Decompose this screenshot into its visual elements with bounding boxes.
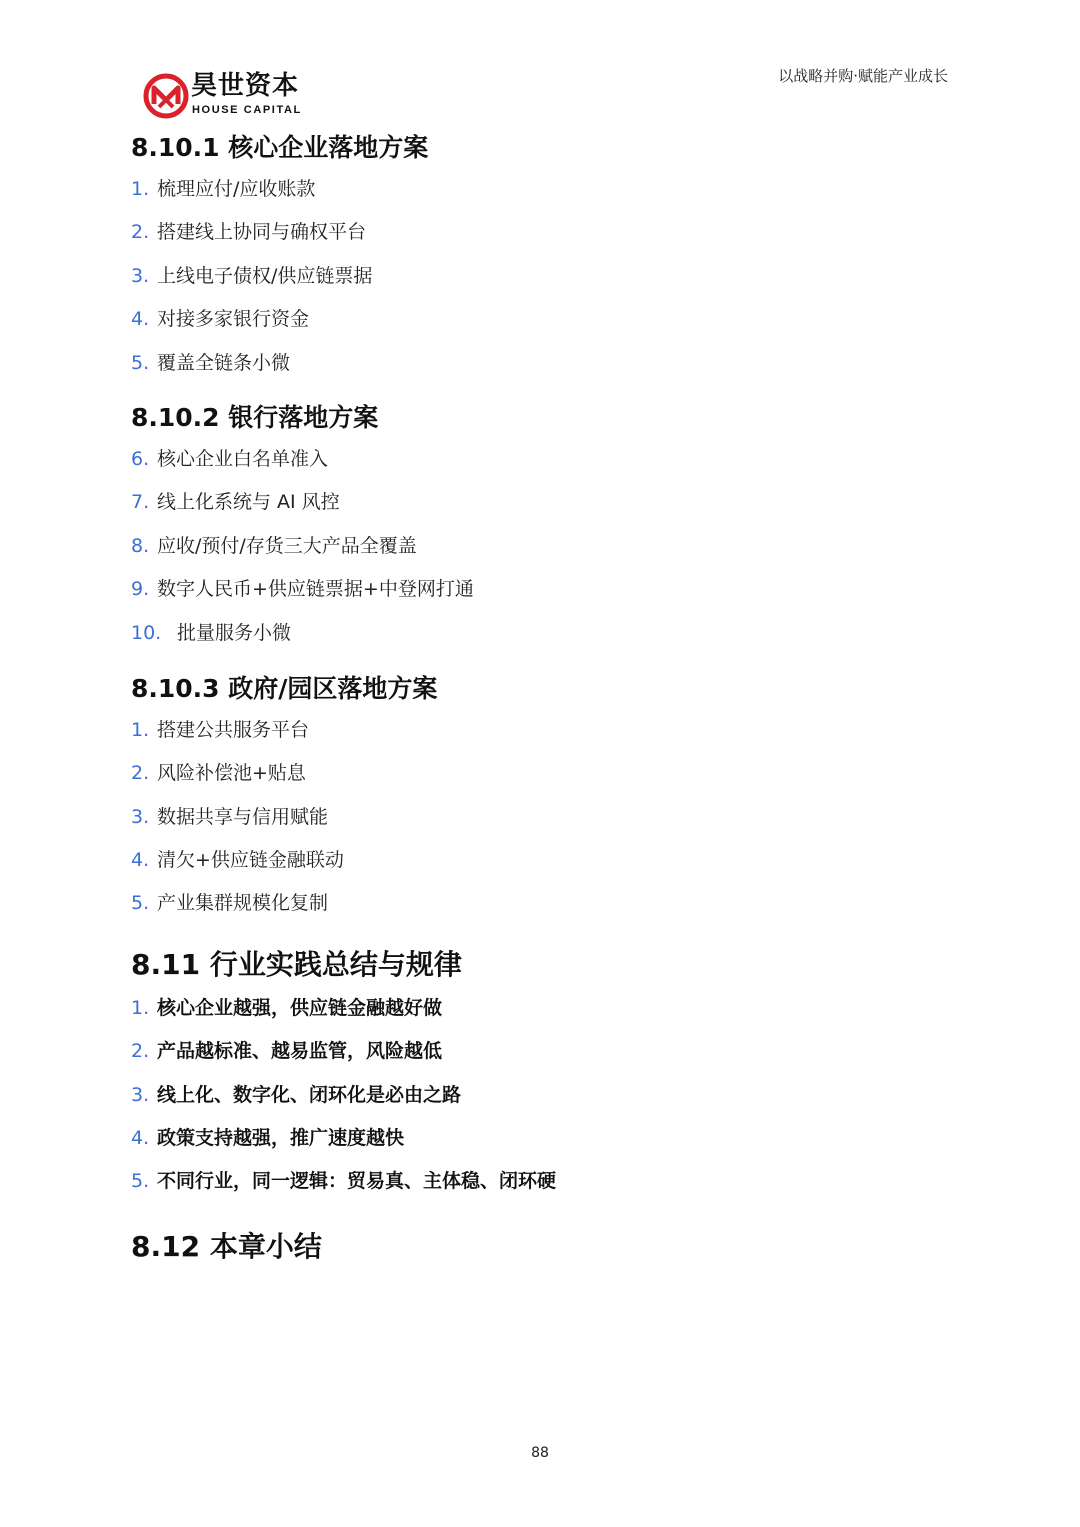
list-item: 4. 政策支持越强，推广速度越快 — [131, 1127, 405, 1150]
section-title-government: 8.10.3 政府/园区落地方案 — [131, 673, 438, 703]
list-item: 4. 对接多家银行资金 — [131, 308, 310, 331]
logo-chinese-name: 昊世资本 — [191, 71, 300, 101]
list-item: 1. 搭建公共服务平台 — [131, 718, 310, 741]
list-item: 2. 风险补偿池+贴息 — [131, 762, 306, 785]
list-item: 2. 搭建线上协同与确权平台 — [131, 221, 367, 244]
section-title-bank: 8.10.2 银行落地方案 — [131, 402, 379, 432]
list-item: 6. 核心企业白名单准入 — [131, 447, 329, 470]
list-item: 3. 数据共享与信用赋能 — [131, 805, 329, 828]
section-title-chapter-summary: 8.12 本章小结 — [131, 1229, 322, 1263]
list-item: 2. 产品越标准、越易监管，风险越低 — [131, 1040, 443, 1063]
house-capital-logo-icon — [143, 73, 189, 119]
core-enterprise-list — [131, 168, 951, 385]
list-item: 10. 批量服务小微 — [131, 621, 292, 644]
list-item: 1. 梳理应付/应收账款 — [131, 178, 316, 200]
list-item: 9. 数字人民币+供应链票据+中登网打通 — [131, 578, 474, 601]
page-header — [0, 0, 1080, 125]
list-item: 3. 线上化、数字化、闭环化是必由之路 — [131, 1083, 462, 1106]
bank-list — [131, 438, 951, 655]
list-item: 7. 线上化系统与 AI 风控 — [131, 491, 340, 514]
list-item: 1. 核心企业越强，供应链金融越好做 — [131, 996, 443, 1019]
government-list — [131, 709, 951, 926]
page-number: 88 — [531, 1445, 549, 1461]
header-tagline: 以战略并购·赋能产业成长 — [778, 67, 948, 85]
logo-english-name: HOUSE CAPITAL — [192, 104, 302, 116]
company-logo — [143, 71, 313, 121]
section-title-industry-summary: 8.11 行业实践总结与规律 — [131, 947, 462, 981]
industry-summary-list — [131, 987, 951, 1204]
list-item: 3. 上线电子债权/供应链票据 — [131, 264, 373, 287]
list-item: 5. 不同行业，同一逻辑：贸易真、主体稳、闭环硬 — [131, 1170, 557, 1193]
list-item: 5. 覆盖全链条小微 — [131, 351, 291, 374]
section-title-core-enterprise: 8.10.1 核心企业落地方案 — [131, 133, 429, 162]
document-body — [131, 128, 951, 1269]
list-item: 5. 产业集群规模化复制 — [131, 892, 329, 915]
list-item: 4. 清欠+供应链金融联动 — [131, 849, 344, 872]
list-item: 8. 应收/预付/存货三大产品全覆盖 — [131, 534, 417, 557]
